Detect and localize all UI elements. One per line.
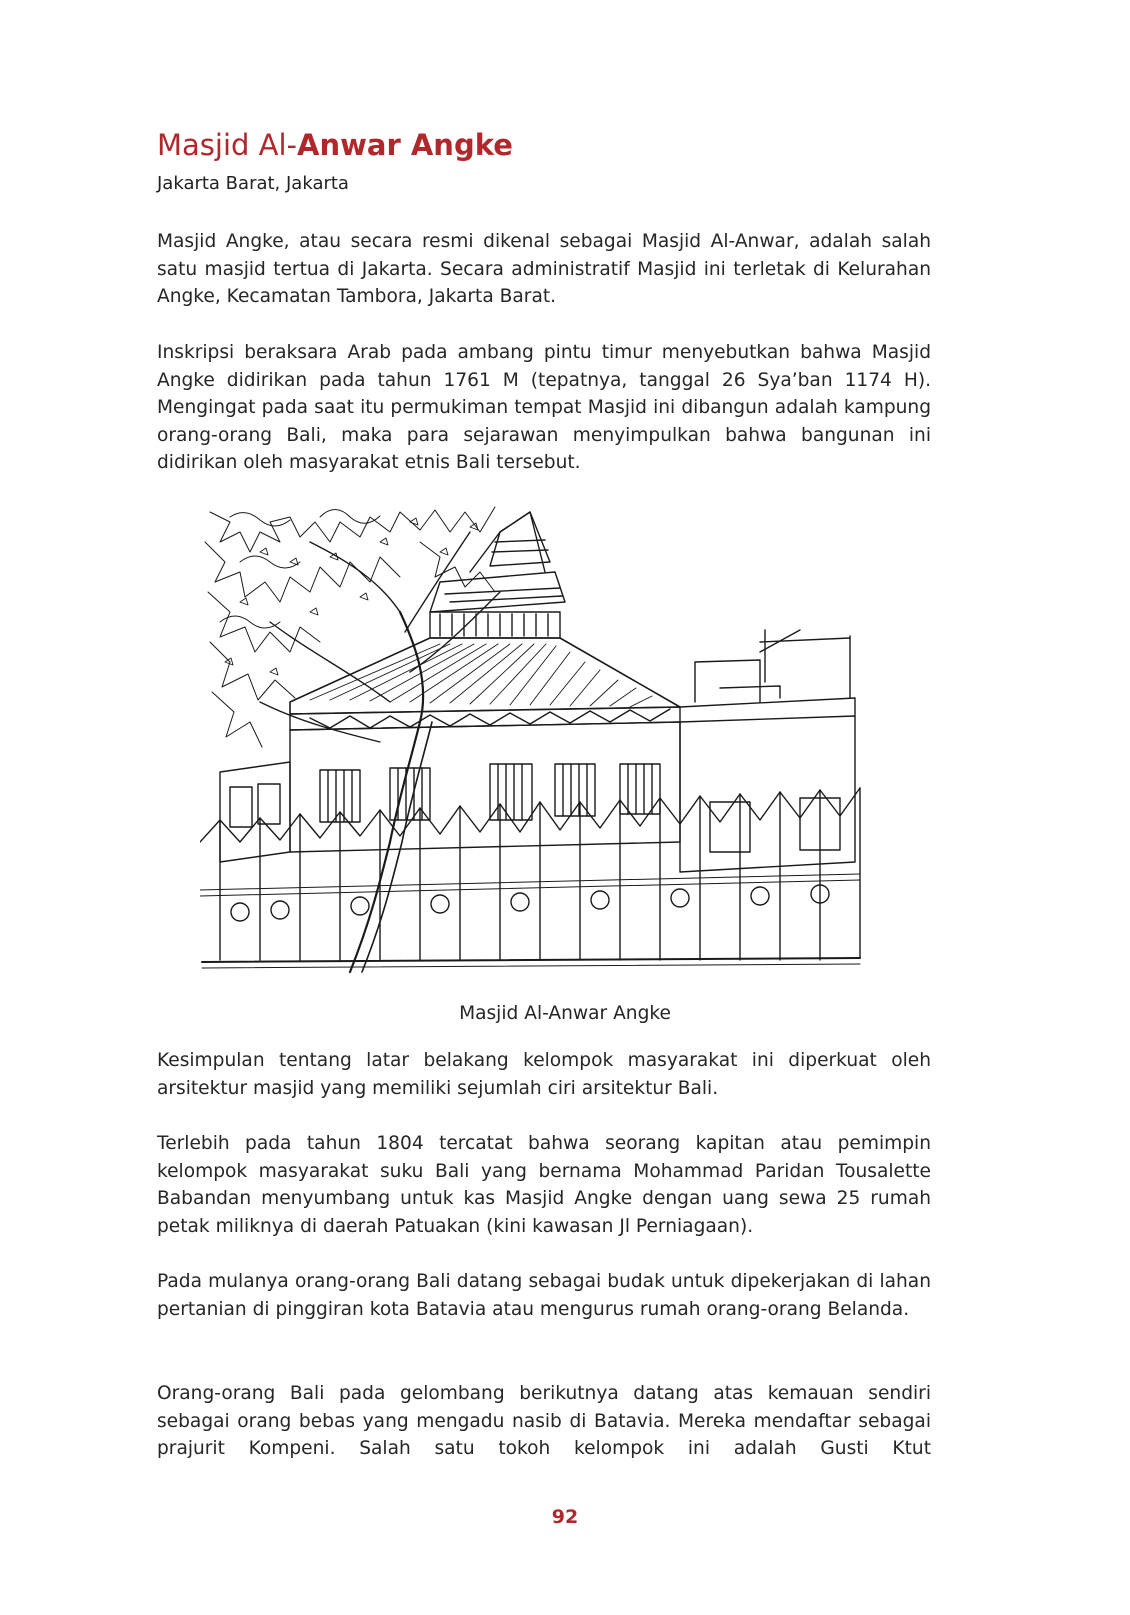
paragraph-free-people: Orang-orang Bali pada gelombang berikutnya datang atas kemauan sendiri sebagai orang bebas yang mengadu nasib di Batavia. Mereka mendaftar sebagai prajurit Kompeni. Salah satu tokoh kelompok ini adalah Gusti Ktut: [157, 1383, 931, 1460]
paragraph-origin: Pada mulanya orang-orang Bali datang sebagai budak untuk dipekerjakan di lahan pertanian di pinggiran kota Batavia atau mengurus rumah orang-orang Belanda.: [157, 1271, 931, 1320]
title-bold-part: Anwar Angke: [297, 128, 513, 162]
title-light-part: Masjid Al-: [157, 128, 298, 162]
location-subtitle: Jakarta Barat, Jakarta: [157, 173, 349, 194]
figure-caption: Masjid Al-Anwar Angke: [459, 1003, 671, 1024]
paragraph-inscription: Inskripsi beraksara Arab pada ambang pintu timur menyebutkan bahwa Masjid Angke didirikan pada tahun 1761 M (tepatnya, tanggal 26 Sya’ban 1174 H). Mengingat pada saat itu permukiman tempat Masjid ini dibangun adalah kampung orang-orang Bali, maka para sejarawan menyimpulkan bahwa bangunan ini didirikan oleh masyarakat etnis Bali tersebut.: [157, 342, 931, 474]
page-title: [157, 125, 513, 165]
paragraph-intro: Masjid Angke, atau secara resmi dikenal sebagai Masjid Al-Anwar, adalah salah satu masjid tertua di Jakarta. Secara administratif Masjid ini terletak di Kelurahan Angke, Kecamatan Tambora, Jakarta Barat.: [157, 231, 931, 308]
mosque-sketch-illustration: [200, 502, 882, 988]
paragraph-donation: Terlebih pada tahun 1804 tercatat bahwa seorang kapitan atau pemimpin kelompok masyarakat suku Bali yang bernama Mohammad Paridan Tousalette Babandan menyumbang untuk kas Masjid Angke dengan uang sewa 25 rumah petak miliknya di daerah Patuakan (kini kawasan Jl Perniagaan).: [157, 1133, 931, 1237]
paragraph-architecture: Kesimpulan tentang latar belakang kelompok masyarakat ini diperkuat oleh arsitektur masjid yang memiliki sejumlah ciri arsitektur Bali.: [157, 1050, 931, 1099]
page-number: 92: [551, 1506, 579, 1528]
